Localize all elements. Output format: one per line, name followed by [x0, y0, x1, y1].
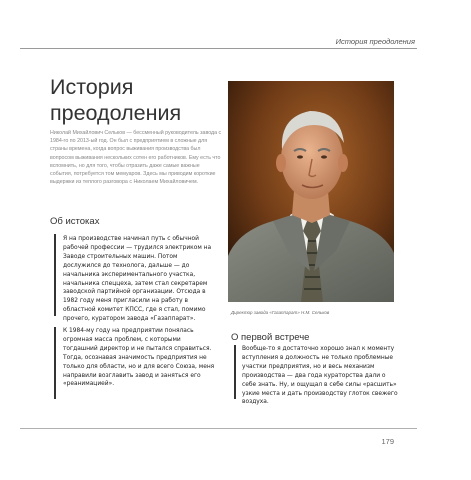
quote-bar [54, 234, 56, 316]
page-title: История преодоления [50, 75, 182, 125]
quote-first-meeting: Вообще-то я достаточно хорошо знал к моменту вступления в должность не только проблемные участки предприятия, но и весь механизм производства — два года кураторства дали о себе знать. Ну, и ощущал в себе силы «расшить» узкие места и дать производству глоток свежего воздуха. [242, 346, 398, 406]
quote-bar [54, 327, 56, 399]
bottom-rule [20, 428, 417, 429]
photo-caption: Директор завода «Газаппарат» Н.М. Сельков [231, 310, 330, 315]
top-rule [20, 48, 417, 49]
intro-paragraph: Николай Михайлович Сельков — бессменный руководитель завода с 1984-го по 2013-ый год. Он был с предприятием в сложные для страны времена, когда вопрос выживания производства был вопросом выживания нескольких сотен его работников. Ему есть что вспомнить, но для того, чтобы отразить даже самые важные события, потребуется том мемуаров. Здесь мы приводим короткие выдержки из теплого разговора с Николаем Михайловичем. [50, 130, 222, 186]
quote-origins-1: Я на производстве начинал путь с обычной рабочей профессии — трудился электриком на Заводе строительных машин. Потом дослужился до технолога, дальше — до начальника экспериментального участка, начальника спеццеха, затем стал секретарем заводской партийной организации. Отсюда в 1982 году меня пригласили на работу в областной комитет КПСС, где я стал, помимо прочего, куратором завода «Газаппарат». [63, 236, 212, 323]
portrait-photo [228, 81, 394, 302]
page-number: 179 [381, 437, 394, 446]
section-title-origins: Об истоках [50, 216, 100, 227]
quote-origins-2: К 1984-му году на предприятии понялась огромная масса проблем, с которыми тогдашний директор и не пытался справиться. Тогда, осознавая значимость предприятия не только для области, но и для всего Союза, меня направили возглавить завод и заняться его «реанимацией». [63, 328, 215, 388]
running-head: История преодоления [335, 37, 415, 46]
quote-bar [234, 345, 236, 399]
section-title-first-meeting: О первой встрече [231, 332, 310, 343]
